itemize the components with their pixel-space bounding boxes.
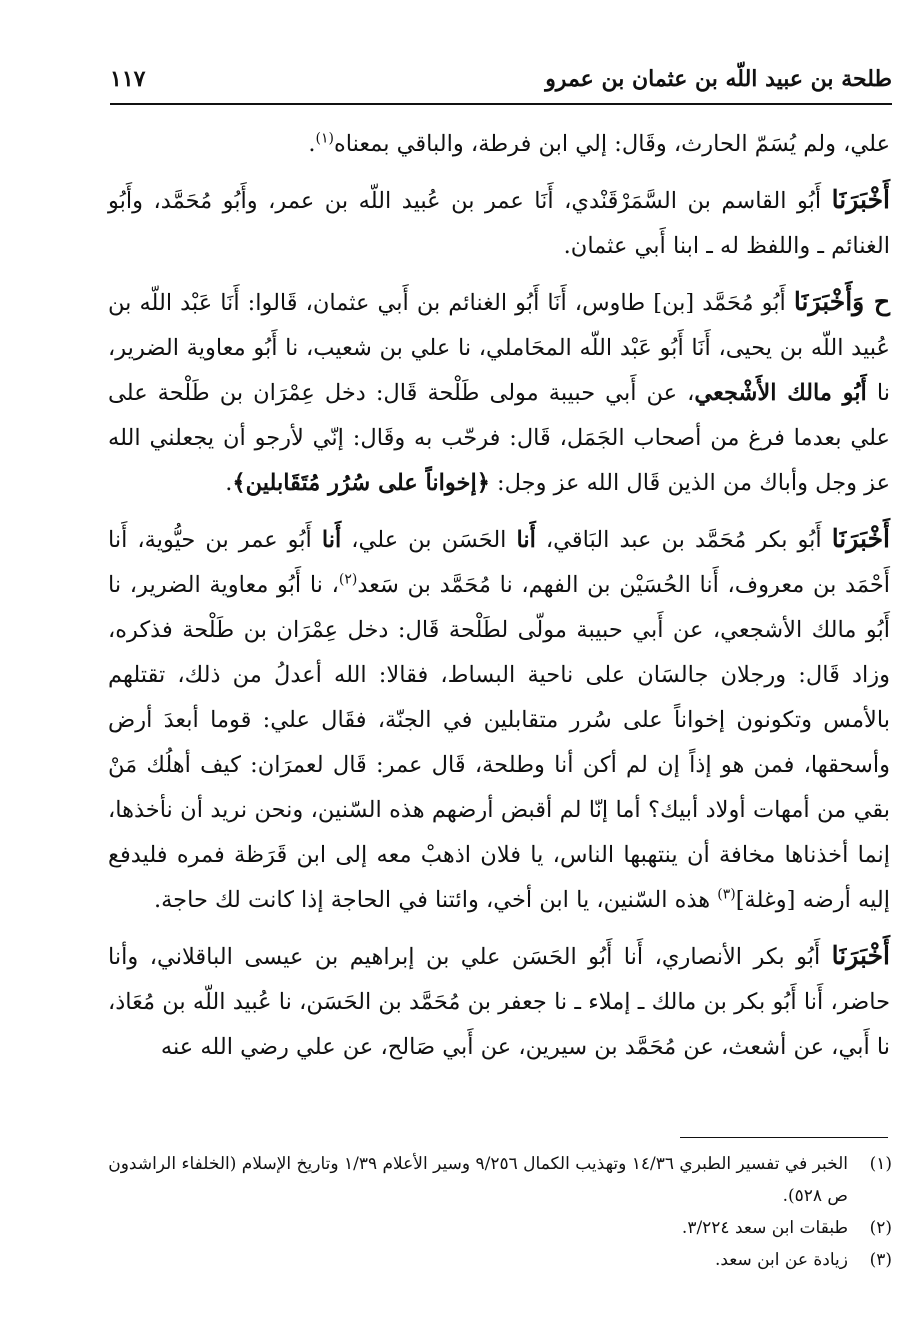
text-segment: أَبُو بكر مُحَمَّد بن عبد البَاقي، (535, 527, 832, 553)
running-header (110, 60, 892, 100)
running-title: طلحة بن عبيد اللّه بن عثمان بن عمرو (545, 66, 892, 92)
footnote-marker: (١) (315, 130, 334, 147)
footnote-text: زيادة عن ابن سعد. (714, 1250, 848, 1270)
header-rule (110, 103, 892, 105)
isnad-lead-word: ح وَأَخْبَرَنَا (793, 287, 890, 316)
text-segment: الحَسَن بن علي، (341, 527, 517, 553)
text-segment: أَبُو بكر الأنصاري، أَنا أَبُو الحَسَن علي بن إبراهيم بن عيسى الباقلاني، وأنا حاضر، أَنا أَبُو بكر بن مالك ـ إملاء ـ نا جعفر بن مُحَمَّد بن الحَسَن، نا عُبيد اللّه بن مُعَاذ، نا أَبي، عن أشعث، عن مُحَمَّد بن سيرين، عن أَبي صَالح، عن علي رضي الله عنه (108, 944, 890, 1060)
text-segment: أَبُو عمر بن حيُّوية، أَنا أَحْمَد بن معروف، أَنا الحُسَيْن بن الفهم، نا مُحَمَّد بن سَعد (108, 527, 890, 598)
paragraph (108, 279, 890, 506)
text-segment: ، عن أَبي حبيبة مولى طَلْحة قَال: دخل عِمْرَان بن طَلْحة على علي بعدما فرغ من أصحاب الجَمَل، قَال: فرحّب به وقَال: إنّي لأرجو أن يجعلني الله عز وجل وأباك من الذين قَال الله عز وجل: (108, 380, 890, 496)
text-segment: أَبُو القاسم بن السَّمَرْقَنْدي، أَنَا عمر بن عُبيد اللّه بن عمر، وأَبُو مُحَمَّد، وأَبُو الغنائم ـ واللفظ له ـ ابنا أَبي عثمان. (108, 188, 890, 259)
footnotes (108, 1148, 892, 1276)
footnote-number: (٣) (869, 1250, 892, 1270)
text-segment: . (308, 131, 316, 157)
text-segment: علي، ولم يُسَمّ الحارث، وقَال: إلي ابن فرطة، والباقي بمعناه (333, 131, 890, 157)
footnote-marker: (٣) (717, 886, 736, 903)
text-segment: ، نا أَبُو معاوية الضرير، نا أَبُو مالك الأشجعي، عن أَبي حبيبة مولّى لطَلْحة قَال: دخل عِمْرَان بن طَلْحة فذكره، وزاد قَال: ورجلان جالسَان على ناحية البساط، فقالا: الله أعدلُ من ذلك، تقتلهم بالأمس وتكونون إخواناً على سُرر متقابلين في الجنّة، فقَال علي: قوما أبعدَ أرض وأسحقها، فمن هو إذاً إن لم أكن أنا وطلحة، قَال عمر: قَال لعمرَان: كيف أهلُك مَنْ بقي من أمهات أولاد أبيك؟ أما إنّا لم أقبض أرضهم هذه السّنين، ونحن نريد أن نأخذها، إنما أخذناها مخافة أن ينتهبها الناس، يا فلان اذهبْ معه إلى ابن قَرَظة فمره فليدفع إليه أرضه [وغلة] (108, 572, 890, 913)
paragraph (108, 516, 890, 923)
footnote-number: (١) (869, 1154, 892, 1174)
main-text (108, 122, 890, 1070)
bold-text: أَنا (321, 527, 342, 553)
paragraph (108, 177, 890, 269)
footnote-number: (٢) (869, 1218, 892, 1238)
isnad-lead-word: أَخْبَرَنَا (831, 185, 890, 214)
page-number: ١١٧ (110, 66, 146, 92)
footnote (108, 1212, 892, 1244)
footnote-separator (680, 1137, 888, 1138)
isnad-lead-word: أَخْبَرَنَا (831, 941, 890, 970)
bold-text: أَنا (516, 527, 536, 553)
footnote (108, 1148, 892, 1212)
isnad-lead-word: أَخْبَرَنَا (831, 524, 891, 553)
text-segment: . (225, 470, 233, 496)
footnote-text: الخبر في تفسير الطبري ١٤/٣٦ وتهذيب الكمال ٩/٢٥٦ وسير الأعلام ١/٣٩ وتاريخ الإسلام (الخلفاء الراشدون ص ٥٢٨). (108, 1154, 848, 1206)
paragraph (108, 933, 890, 1070)
text-segment: أَبُو مُحَمَّد [بن] طاوس، أَنَا أَبُو الغنائم بن أَبي عثمان، قَالوا: أَنَا عَبْد اللّه بن عُبيد اللّه بن يحيى، أَنَا أَبُو عَبْد اللّه المحَاملي، نا علي بن شعيب، نا أَبُو معاوية الضرير، نا (108, 290, 890, 406)
footnote-text: طبقات ابن سعد ٣/٢٢٤. (681, 1218, 848, 1238)
paragraph (108, 122, 890, 167)
bold-text: ﴿إخواناً على سُرُر مُتَقَابلين﴾ (232, 470, 490, 496)
text-segment: هذه السّنين، يا ابن أخي، وائتنا في الحاجة إذا كانت لك حاجة. (153, 887, 718, 913)
footnote-marker: (٢) (338, 571, 358, 588)
bold-text: أَبُو مالك الأَشْجعي (694, 380, 867, 406)
footnote (108, 1244, 892, 1276)
